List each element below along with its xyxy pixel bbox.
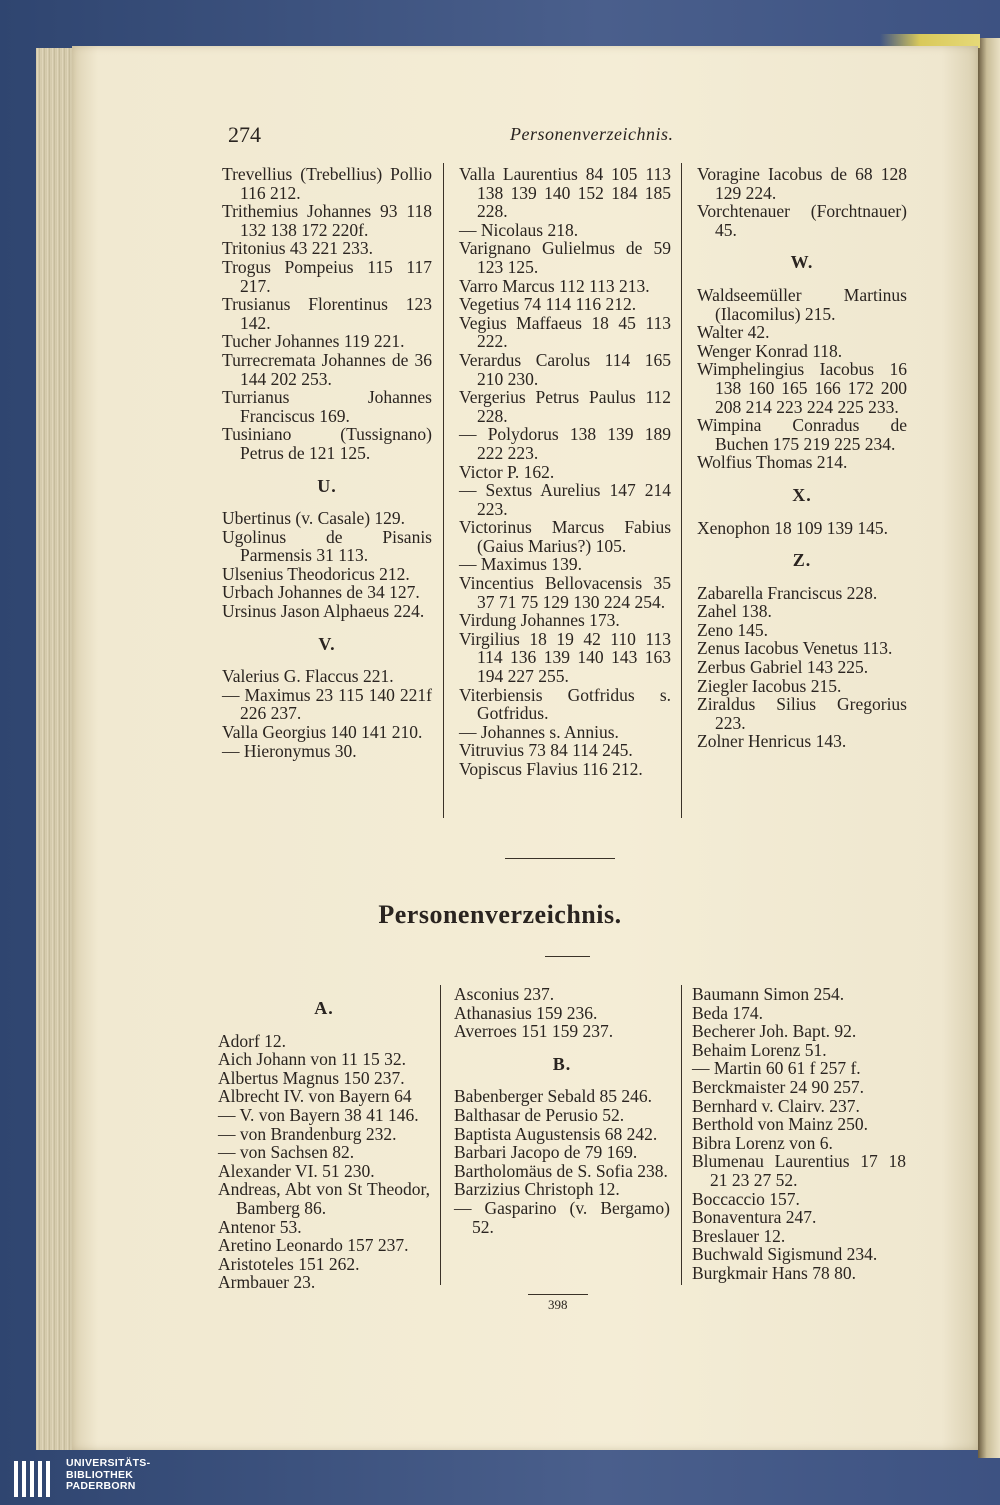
index-entry: Tritonius 43 221 233. — [222, 238, 374, 259]
index-entry: Zabarella Franciscus 228. — [697, 582, 878, 603]
index-entry: Vopiscus Flavius 116 212. — [459, 759, 643, 779]
index-entry: Zerbus Gabriel 143 225. — [697, 657, 869, 678]
index-entry: Albrecht IV. von Bayern 64 — [218, 1086, 412, 1107]
index-entry: Zenus Iacobus Venetus 113. — [697, 638, 893, 659]
index-entry: — Polydorus 138 139 189 222 223. — [459, 424, 671, 463]
index-entry: Ursinus Jason Alphaeus 224. — [222, 601, 425, 622]
index-entry: Turrecremata Johannes de 36 144 202 253. — [222, 349, 432, 389]
index-entry: Zeno 145. — [697, 619, 768, 640]
index-entry: Bartholomäus de S. Sofia 238. — [454, 1160, 668, 1181]
index-entry: Barzizius Christoph 12. — [454, 1179, 620, 1200]
index-entry: Wimpina Conradus de Buchen 175 219 225 234. — [697, 415, 907, 454]
index-entry: Buchwald Sigismund 234. — [692, 1244, 878, 1265]
index-entry: Victorinus Marcus Fabius (Gaius Marius?) 105. — [459, 517, 671, 556]
index-entry: Baptista Augustensis 68 242. — [454, 1123, 658, 1144]
letter-heading: Z. — [792, 550, 812, 571]
index-entry: Virdung Johannes 173. — [459, 610, 620, 631]
index-entry: Bibra Lorenz von 6. — [692, 1132, 833, 1153]
index-entry: Wenger Konrad 118. — [697, 340, 843, 361]
index-entry: — Maximus 23 115 140 221f 226 237. — [222, 684, 432, 724]
index-entry: Bonaventura 247. — [692, 1207, 817, 1228]
index-entry: Andreas, Abt von St Theodor, Bamberg 86. — [218, 1179, 430, 1218]
logo-text — [66, 1458, 150, 1493]
logo-line-3: PADERBORN — [66, 1480, 136, 1492]
index-entry: — Sextus Aurelius 147 214 223. — [459, 480, 671, 519]
index-entry: Verardus Carolus 114 165 210 230. — [459, 349, 671, 389]
index-entry: — von Brandenburg 232. — [218, 1123, 397, 1144]
index-entry: Aich Johann von 11 15 32. — [218, 1049, 406, 1070]
index-entry: — Gasparino (v. Bergamo) 52. — [454, 1197, 670, 1237]
letter-heading: U. — [317, 475, 337, 496]
index-entry: Zahel 138. — [697, 601, 772, 622]
column-divider — [443, 163, 444, 818]
index-entry: — V. von Bayern 38 41 146. — [218, 1104, 419, 1125]
index-column-2 — [459, 165, 671, 779]
index-entry: Trevellius (Trebellius) Pollio 116 212. — [222, 164, 432, 203]
index-entry: Trogus Pompeius 115 117 217. — [222, 256, 432, 296]
index-entry: Ziraldus Silius Gregorius 223. — [697, 694, 907, 733]
index-entry: Xenophon 18 109 139 145. — [697, 517, 889, 538]
index-entry: Ugolinus de Pisanis Parmensis 31 113. — [222, 526, 432, 566]
index-entry: Turrianus Johannes Franciscus 169. — [222, 387, 432, 426]
index-entry: Valerius G. Flaccus 221. — [222, 666, 394, 687]
index-entry: Ulsenius Theodoricus 212. — [222, 563, 410, 584]
index-entry: Urbach Johannes de 34 127. — [222, 582, 420, 603]
index-entry: Ubertinus (v. Casale) 129. — [222, 508, 406, 529]
signature-number: 398 — [548, 1297, 568, 1312]
index-entry: Wolfius Thomas 214. — [697, 452, 848, 473]
running-head: Personenverzeichnis. — [510, 124, 674, 144]
index-entry: Varro Marcus 112 113 213. — [459, 275, 650, 296]
title-underline — [545, 956, 590, 957]
index-entry: Berthold von Mainz 250. — [692, 1114, 868, 1135]
index-entry: — Johannes s. Annius. — [459, 721, 619, 742]
index-entry: Vitruvius 73 84 114 245. — [459, 740, 633, 761]
logo-line-1: UNIVERSITÄTS- — [66, 1457, 151, 1469]
letter-heading: W. — [790, 252, 814, 273]
letter-heading: V. — [318, 633, 336, 654]
index-entry: Tucher Johannes 119 221. — [222, 331, 405, 352]
index-entry: Averroes 151 159 237. — [454, 1021, 614, 1042]
index-entry: Vincentius Bellovacensis 35 37 71 75 129 130 224 254. — [459, 573, 671, 612]
index-entry: Wimphelingius Iacobus 16 138 160 165 166 172 200 208 214 223 224 225 233. — [697, 359, 907, 417]
index-entry: Becherer Joh. Bapt. 92. — [692, 1021, 857, 1042]
index-entry: — Nicolaus 218. — [459, 219, 579, 240]
letter-heading: B. — [552, 1053, 572, 1074]
index-entry: Blumenau Laurentius 17 18 21 23 27 52. — [692, 1151, 906, 1190]
column-divider — [440, 985, 441, 1285]
index-entry: Breslauer 12. — [692, 1225, 786, 1246]
index-entry: Aretino Leonardo 157 237. — [218, 1235, 409, 1256]
index-entry: Alexander VI. 51 230. — [218, 1160, 375, 1181]
page-number: 274 — [228, 122, 261, 147]
index-entry: Balthasar de Perusio 52. — [454, 1104, 625, 1125]
index-entry: Vegetius 74 114 116 212. — [459, 294, 637, 315]
index-entry: Boccaccio 157. — [692, 1188, 800, 1209]
index-entry: — Martin 60 61 f 257 f. — [692, 1058, 861, 1079]
index-entry: Waldseemüller Martinus (Ilacomilus) 215. — [697, 284, 907, 324]
index-entry: Trithemius Johannes 93 118 132 138 172 220f. — [222, 201, 432, 240]
index-entry: Beda 174. — [692, 1002, 763, 1023]
column-divider — [681, 985, 682, 1285]
index-column-4 — [218, 985, 430, 1292]
index-entry: — von Sachsen 82. — [218, 1142, 355, 1163]
letter-heading: X. — [792, 484, 812, 505]
index-entry: Trusianus Florentinus 123 142. — [222, 294, 432, 333]
index-entry: Vorchtenauer (Forchtnauer) 45. — [697, 201, 907, 240]
index-entry: Viterbiensis Gotfridus s. Gotfridus. — [459, 684, 671, 724]
footer-rule — [528, 1294, 588, 1295]
index-entry: Walter 42. — [697, 322, 770, 343]
index-entry: Valla Laurentius 84 105 113 138 139 140 152 184 185 228. — [459, 164, 671, 222]
index-entry: Victor P. 162. — [459, 461, 555, 482]
index-entry: Vegius Maffaeus 18 45 113 222. — [459, 312, 671, 352]
index-entry: — Maximus 139. — [459, 554, 582, 575]
column-divider — [681, 163, 682, 818]
index-column-5 — [454, 985, 670, 1236]
index-entry: Albertus Magnus 150 237. — [218, 1067, 405, 1088]
index-entry: Burgkmair Hans 78 80. — [692, 1262, 856, 1283]
index-entry: Babenberger Sebald 85 246. — [454, 1086, 652, 1107]
index-column-6 — [692, 985, 906, 1283]
index-entry: Adorf 12. — [218, 1030, 287, 1051]
index-column-3 — [697, 165, 907, 751]
letter-heading: A. — [314, 998, 334, 1018]
index-entry: Antenor 53. — [218, 1216, 302, 1237]
index-entry: Ziegler Iacobus 215. — [697, 675, 842, 696]
index-entry: Valla Georgius 140 141 210. — [222, 722, 423, 743]
index-entry: Zolner Henricus 143. — [697, 731, 847, 752]
index-entry: Tusiniano (Tussignano) Petrus de 121 125. — [222, 424, 432, 463]
index-entry: Virgilius 18 19 42 110 113 114 136 139 140 143 163 194 227 255. — [459, 628, 671, 687]
index-entry: Aristoteles 151 262. — [218, 1253, 360, 1274]
index-entry: Barbari Jacopo de 79 169. — [454, 1142, 638, 1163]
section-title: Personenverzeichnis. — [378, 900, 622, 929]
section-rule — [505, 858, 615, 859]
index-entry: Varignano Gulielmus de 59 123 125. — [459, 238, 671, 277]
index-entry: Armbauer 23. — [218, 1272, 316, 1293]
index-entry: — Hieronymus 30. — [222, 740, 357, 761]
index-entry: Bernhard v. Clairv. 237. — [692, 1095, 860, 1116]
index-entry: Athanasius 159 236. — [454, 1002, 598, 1023]
index-entry: Voragine Iacobus de 68 128 129 224. — [697, 164, 907, 203]
index-entry: Vergerius Petrus Paulus 112 228. — [459, 387, 671, 426]
index-column-1 — [222, 165, 432, 760]
logo-bars-icon — [14, 1459, 54, 1499]
index-entry: Behaim Lorenz 51. — [692, 1039, 827, 1060]
index-entry: Baumann Simon 254. — [692, 984, 845, 1004]
logo-line-2: BIBLIOTHEK — [66, 1468, 134, 1481]
index-entry: Berckmaister 24 90 257. — [692, 1076, 865, 1097]
library-logo — [10, 1455, 160, 1501]
index-entry: Asconius 237. — [454, 984, 555, 1004]
